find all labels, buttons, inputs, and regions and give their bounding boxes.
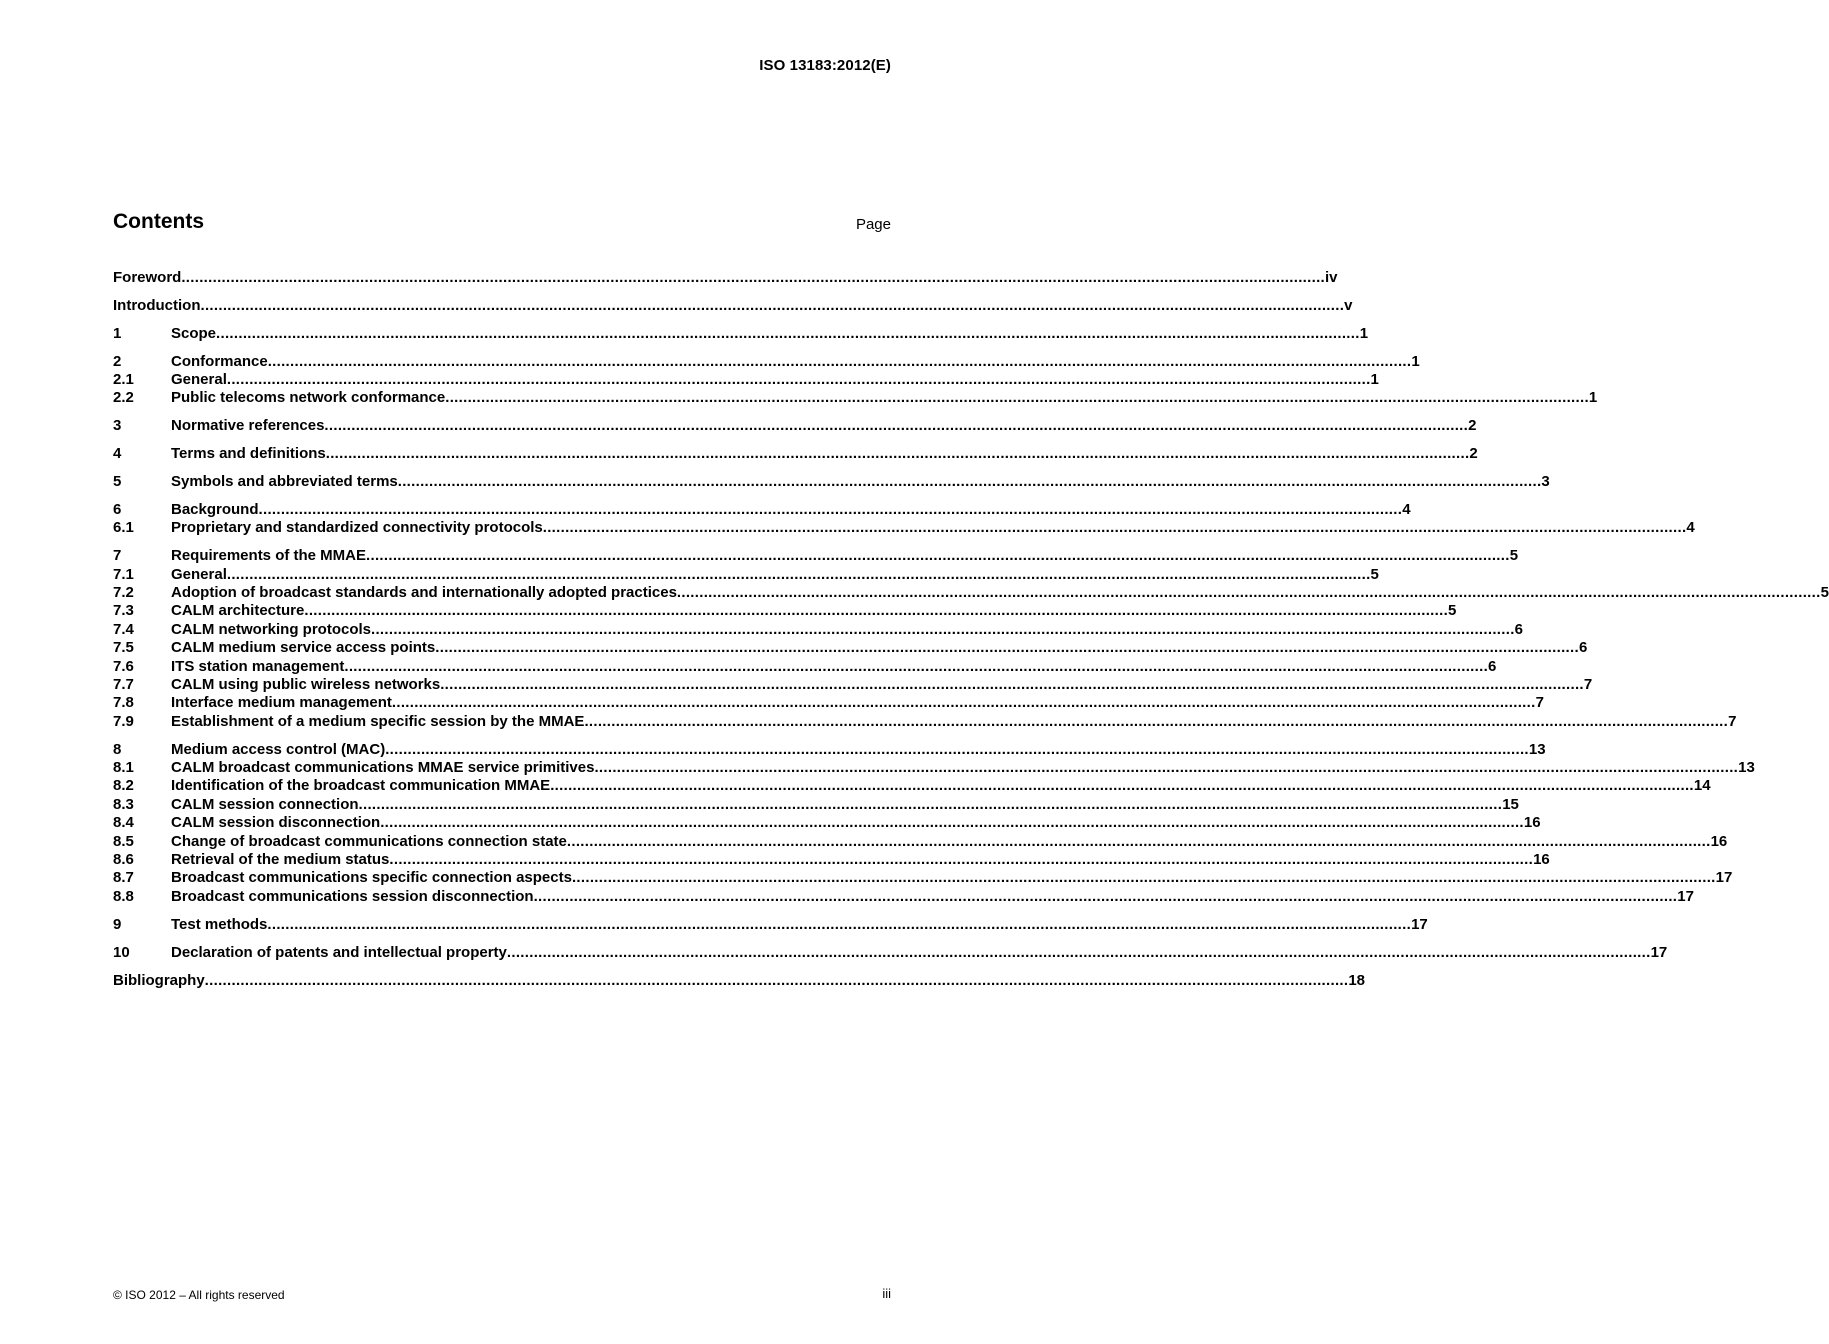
toc-dot-leader [259, 501, 1403, 519]
toc-entry[interactable] [113, 584, 1829, 602]
toc-entry-number: 6.1 [113, 519, 134, 537]
toc-entry-title: Introduction [113, 296, 201, 314]
toc-entry[interactable] [113, 417, 1477, 435]
toc-entry[interactable] [113, 639, 1588, 657]
toc-entry-page: 1 [1411, 352, 1420, 370]
toc-entry[interactable] [113, 759, 1755, 777]
toc-dot-leader [267, 916, 1411, 934]
toc-dot-leader [550, 777, 1694, 795]
toc-entry[interactable] [113, 389, 1598, 407]
toc-entry-page: 5 [1509, 547, 1519, 565]
toc-entry-number: 3 [113, 417, 122, 435]
toc-entry-number: 7.4 [113, 620, 134, 638]
toc-entry-page: v [1344, 296, 1353, 314]
toc-entry-page: 6 [1578, 639, 1588, 657]
toc-entry-number: 8.7 [113, 869, 134, 887]
toc-entry[interactable] [113, 740, 1546, 759]
toc-entry-title: CALM medium service access points [171, 639, 436, 657]
toc-entry[interactable] [113, 371, 1379, 389]
toc-dot-leader [543, 519, 1687, 537]
toc-group [113, 417, 1477, 435]
toc-entry-number: 7.6 [113, 657, 134, 675]
toc-entry[interactable] [113, 676, 1593, 694]
toc-entry-number: 2 [113, 352, 122, 370]
toc-entry-number: 7.5 [113, 639, 134, 657]
toc-group [113, 915, 1428, 934]
toc-entry-title: Retrieval of the medium status [171, 851, 390, 869]
toc-entry-number: 6 [113, 501, 122, 519]
toc-entry-page: 17 [1411, 915, 1428, 933]
toc-entry-number: 7.2 [113, 584, 134, 602]
toc-entry-title: CALM session disconnection [171, 814, 381, 832]
toc-entry-number: 10 [113, 943, 130, 961]
toc-entry-page: 2 [1469, 445, 1478, 463]
toc-entry-page: 16 [1533, 851, 1550, 869]
toc-group [113, 324, 1369, 343]
toc-dot-leader [200, 297, 1344, 315]
toc-entry-number: 2.2 [113, 389, 134, 407]
toc-dot-leader [445, 389, 1589, 407]
toc-entry-title: Normative references [171, 417, 325, 435]
toc-entry-title: ITS station management [171, 657, 345, 675]
toc-entry[interactable] [113, 657, 1497, 676]
toc-entry[interactable] [113, 971, 1366, 990]
toc-dot-leader [344, 658, 1488, 676]
toc-entry[interactable] [113, 547, 1519, 565]
toc-entry[interactable] [113, 501, 1411, 519]
toc-entry-page: 3 [1541, 473, 1550, 491]
toc-entry-page: 17 [1715, 869, 1733, 887]
toc-entry-title: Medium access control (MAC) [171, 740, 386, 758]
toc-entry[interactable] [113, 296, 1353, 315]
toc-entry-number: 8.2 [113, 777, 134, 795]
toc-entry-page: 6 [1514, 620, 1524, 638]
toc-entry[interactable] [113, 620, 1524, 639]
toc-dot-leader [216, 325, 1360, 343]
toc-entry-title: Scope [171, 324, 217, 342]
toc-entry[interactable] [113, 519, 1695, 537]
toc-entry[interactable] [113, 712, 1737, 731]
toc-entry-title: CALM architecture [171, 602, 305, 620]
toc-entry-page: 2 [1468, 417, 1477, 435]
toc-entry-title: Establishment of a medium specific session by the MMAE [171, 712, 585, 730]
toc-dot-leader [398, 473, 1542, 491]
toc-entry-page: 13 [1738, 759, 1755, 777]
toc-dot-leader [507, 944, 1651, 962]
toc-entry-page: 4 [1686, 519, 1695, 537]
toc-entry-title: Proprietary and standardized connectivity protocols [171, 519, 543, 537]
toc-dot-leader [534, 888, 1678, 906]
toc-entry-number: 9 [113, 915, 122, 933]
toc-entry-page: 5 [1820, 584, 1829, 602]
toc-entry-page: 15 [1502, 795, 1519, 813]
toc-entry-title: Bibliography [113, 971, 205, 989]
toc-entry-title: Requirements of the MMAE [171, 547, 367, 565]
toc-group [113, 445, 1478, 463]
toc-entry-page: 16 [1710, 832, 1728, 850]
toc-entry[interactable] [113, 943, 1668, 962]
toc-entry[interactable] [113, 851, 1550, 869]
toc-dot-leader [380, 814, 1524, 832]
toc-entry-title: Public telecoms network conformance [171, 389, 446, 407]
toc-dot-leader [385, 741, 1529, 759]
toc-entry[interactable] [113, 777, 1711, 795]
toc-entry-title: CALM broadcast communications MMAE service primitives [171, 759, 595, 777]
toc-entry-page: 14 [1693, 777, 1711, 795]
toc-entry-page: 1 [1588, 389, 1598, 407]
toc-entry-title: Test methods [171, 915, 268, 933]
toc-entry-number: 8.3 [113, 795, 134, 813]
toc-group [113, 740, 1755, 907]
toc-entry[interactable] [113, 445, 1478, 463]
toc-entry-title: Declaration of patents and intellectual property [171, 943, 507, 961]
toc-entry-number: 8 [113, 740, 122, 758]
toc-entry[interactable] [113, 795, 1519, 814]
toc-entry-page: 5 [1448, 602, 1457, 620]
toc-dot-leader [366, 547, 1510, 565]
toc-entry-title: Conformance [171, 352, 268, 370]
toc-dot-leader [435, 639, 1579, 657]
toc-group [113, 473, 1550, 491]
toc-entry-number: 8.5 [113, 832, 134, 850]
toc-entry-number: 7 [113, 547, 122, 565]
toc-dot-leader [677, 584, 1821, 602]
toc-entry-page: 13 [1528, 740, 1546, 758]
toc-entry-title: Terms and definitions [171, 445, 326, 463]
toc-dot-leader [359, 796, 1503, 814]
toc-dot-leader [594, 759, 1738, 777]
toc-dot-leader [371, 621, 1515, 639]
toc-dot-leader [181, 269, 1325, 287]
contents-heading: Contents [113, 210, 204, 233]
toc-entry-number: 7.8 [113, 694, 134, 712]
toc-group [113, 269, 1338, 287]
toc-entry-title: Adoption of broadcast standards and internationally adopted practices [171, 584, 677, 602]
toc-entry-title: Interface medium management [171, 694, 392, 712]
toc-entry-title: CALM session connection [171, 795, 359, 813]
toc-entry[interactable] [113, 473, 1550, 491]
toc-dot-leader [326, 445, 1470, 463]
toc-entry-number: 7.9 [113, 712, 134, 730]
toc-entry-page: 4 [1402, 501, 1411, 519]
toc-entry-page: 7 [1535, 694, 1544, 712]
toc-entry-number: 1 [113, 324, 122, 342]
toc-entry[interactable] [113, 565, 1379, 584]
toc-entry-page: 7 [1728, 712, 1737, 730]
toc-entry-page: 1 [1370, 371, 1379, 389]
toc-entry[interactable] [113, 602, 1457, 620]
table-of-contents [113, 269, 1829, 999]
toc-dot-leader [268, 353, 1412, 371]
toc-entry-page: 7 [1583, 676, 1593, 694]
toc-dot-leader [227, 566, 1371, 584]
toc-entry-page: 1 [1359, 324, 1369, 342]
toc-entry-number: 7.3 [113, 602, 134, 620]
footer-copyright: © ISO 2012 – All rights reserved [113, 1288, 285, 1302]
toc-entry[interactable] [113, 694, 1544, 712]
toc-dot-leader [205, 972, 1349, 990]
toc-entry[interactable] [113, 269, 1338, 287]
toc-dot-leader [440, 676, 1584, 694]
toc-entry-number: 5 [113, 473, 122, 491]
toc-entry[interactable] [113, 352, 1420, 371]
toc-entry-page: 17 [1677, 887, 1694, 905]
toc-entry-title: CALM using public wireless networks [171, 676, 441, 694]
toc-group [113, 296, 1353, 315]
toc-dot-leader [389, 851, 1533, 869]
toc-entry[interactable] [113, 832, 1728, 851]
toc-entry-title: Foreword [113, 269, 182, 286]
toc-group [113, 352, 1598, 408]
document-id: ISO 13183:2012(E) [759, 57, 891, 74]
toc-entry-number: 4 [113, 445, 122, 463]
toc-entry-page: 6 [1488, 657, 1497, 675]
toc-entry-number: 8.8 [113, 887, 134, 905]
toc-dot-leader [304, 602, 1448, 620]
toc-group [113, 943, 1668, 962]
toc-dot-leader [392, 694, 1536, 712]
toc-entry[interactable] [113, 887, 1694, 906]
toc-dot-leader [227, 371, 1371, 389]
toc-entry-page: iv [1325, 269, 1338, 286]
toc-group [113, 971, 1366, 990]
toc-entry-number: 7.7 [113, 676, 134, 694]
toc-entry-title: Change of broadcast communications connection state [171, 832, 567, 850]
toc-entry-title: General [171, 565, 227, 583]
toc-entry-title: CALM networking protocols [171, 620, 371, 638]
toc-group [113, 501, 1695, 538]
toc-entry-number: 8.6 [113, 851, 134, 869]
toc-group [113, 547, 1829, 731]
toc-entry[interactable] [113, 814, 1541, 832]
toc-entry-title: Symbols and abbreviated terms [171, 473, 398, 491]
toc-entry-title: Background [171, 501, 259, 519]
page-column-label: Page [855, 216, 891, 233]
toc-dot-leader [567, 833, 1711, 851]
toc-dot-leader [584, 713, 1728, 731]
toc-entry-title: Broadcast communications specific connection aspects [171, 869, 572, 887]
toc-entry-number: 8.1 [113, 759, 134, 777]
toc-dot-leader [324, 417, 1468, 435]
toc-entry-number: 7.1 [113, 565, 134, 583]
toc-entry-page: 18 [1348, 971, 1366, 989]
toc-entry-page: 5 [1370, 565, 1379, 583]
toc-entry-number: 8.4 [113, 814, 134, 832]
toc-entry-page: 17 [1650, 943, 1668, 961]
footer-page-number: iii [882, 1286, 891, 1301]
toc-entry-title: General [171, 371, 227, 389]
toc-entry-number: 2.1 [113, 371, 134, 389]
toc-entry[interactable] [113, 324, 1369, 343]
toc-entry[interactable] [113, 915, 1428, 934]
toc-dot-leader [572, 869, 1716, 887]
toc-entry-title: Identification of the broadcast communication MMAE [171, 777, 551, 795]
toc-entry[interactable] [113, 869, 1733, 887]
toc-entry-page: 16 [1523, 814, 1541, 832]
toc-entry-title: Broadcast communications session disconnection [171, 887, 534, 905]
